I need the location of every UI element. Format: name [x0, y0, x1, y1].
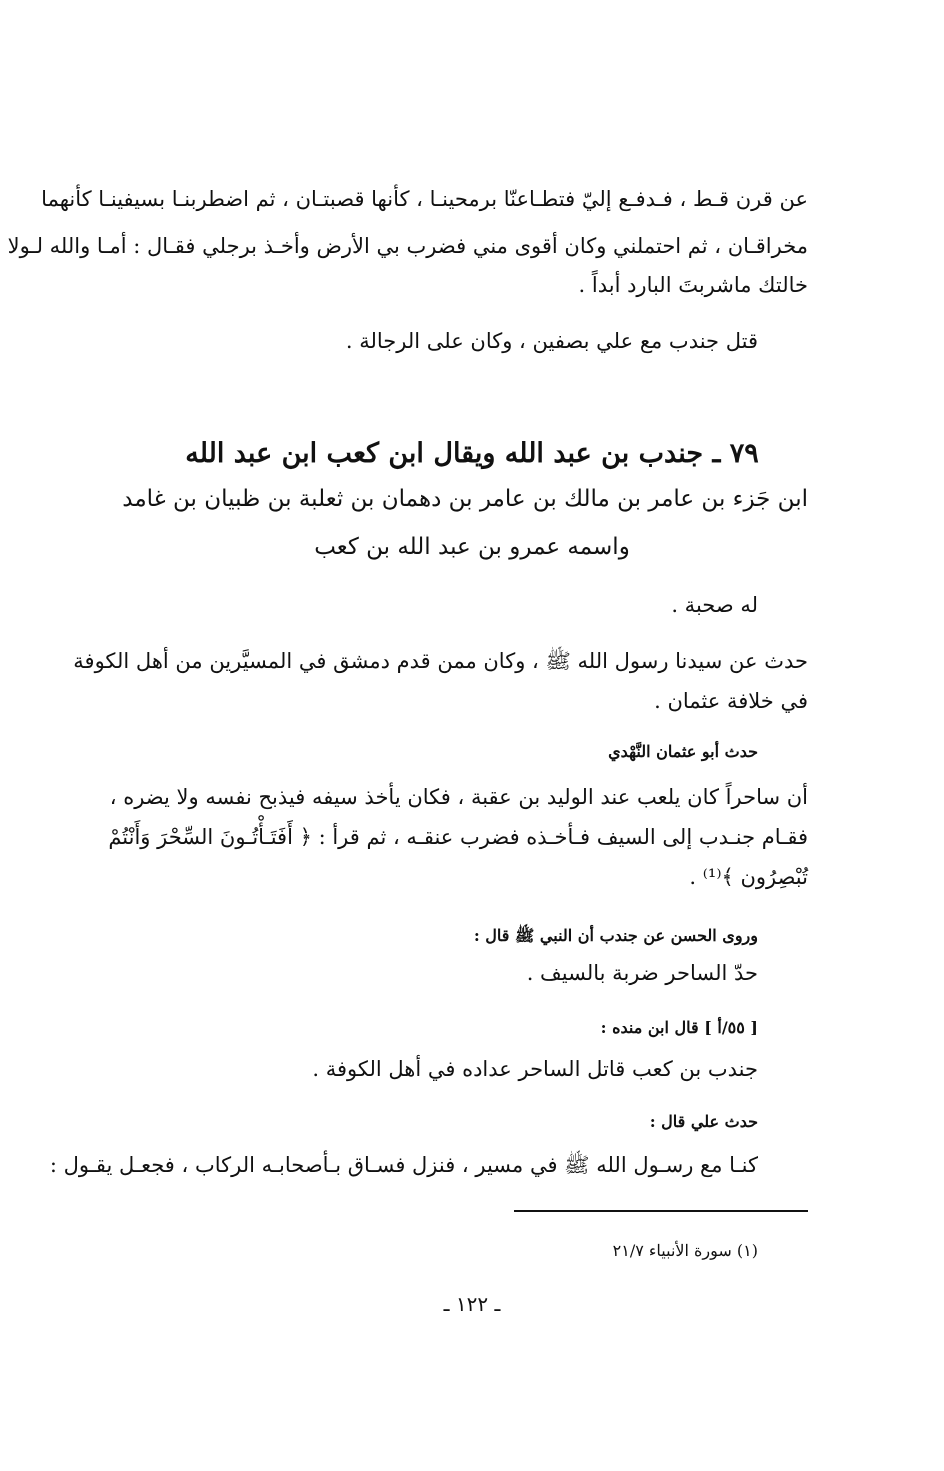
paragraph-line: كنـا مع رسـول الله ﷺ في مسير ، فنزل فسـاق بـأصحابـه الركاب ، فجعـل يقـول : — [49, 1153, 758, 1177]
paragraph-line: خالتك ماشربتَ البارد أبداً . — [578, 273, 808, 297]
narrator-heading: حدث علي قال : — [649, 1112, 758, 1131]
narrator-heading: حدث أبو عثمان النَّهْدي — [608, 742, 758, 761]
entry-heading: ٧٩ ـ جندب بن عبد الله ويقال ابن كعب ابن عبد الله — [185, 438, 759, 469]
footnote-divider — [514, 1210, 808, 1212]
paragraph: حدّ الساحر ضربة بالسيف . — [526, 961, 758, 985]
page-number: ـ ١٢٢ ـ — [443, 1292, 501, 1316]
footnote: (١) سورة الأنبياء ٢١/٧ — [612, 1241, 758, 1260]
paragraph-line: تُبْصِرُون ﴾⁽¹⁾ . — [689, 865, 808, 889]
paragraph-line: أن ساحراً كان يلعب عند الوليد بن عقبة ، فكان يأخذ سيفه فيذبح نفسه ولا يضره ، — [109, 785, 808, 809]
paragraph: له صحبة . — [671, 593, 758, 617]
lineage-line: ابن جَزء بن عامر بن مالك بن عامر بن دهمان بن ثعلبة بن ظبيان بن غامد — [122, 486, 808, 512]
paragraph-line: فقـام جنـدب إلى السيف فـأخـذه فضرب عنقـه ، ثم قرأ : ﴿ أَفَتَـأْتُـونَ السِّحْرَ وَأَنْتُمْ — [108, 825, 808, 849]
paragraph-line: حدث عن سيدنا رسول الله ﷺ ، وكان ممن قدم دمشق في المسيَّرين من أهل الكوفة — [73, 649, 808, 673]
paragraph-line: مخراقـان ، ثم احتملني وكان أقوى مني فضرب بي الأرض وأخـذ برجلي فقـال : أمـا والله لـولا — [7, 234, 808, 258]
paragraph: قتل جندب مع علي بصفين ، وكان على الرجالة . — [345, 329, 758, 353]
narrator-heading: [ ٥٥/أ ] قال ابن منده : — [600, 1018, 758, 1037]
paragraph: جندب بن كعب قاتل الساحر عداده في أهل الكوفة . — [312, 1057, 758, 1081]
narrator-heading: وروى الحسن عن جندب أن النبي ﷺ قال : — [473, 926, 758, 945]
lineage-line: واسمه عمرو بن عبد الله بن كعب — [314, 534, 630, 560]
paragraph-line: في خلافة عثمان . — [654, 689, 808, 713]
paragraph-line: عن قرن قـط ، فـدفـع إليّ فتطـاعنّا برمحينـا ، كأنها قصبتـان ، ثم اضطربنـا بسيفينـا كأنهما — [41, 187, 808, 211]
